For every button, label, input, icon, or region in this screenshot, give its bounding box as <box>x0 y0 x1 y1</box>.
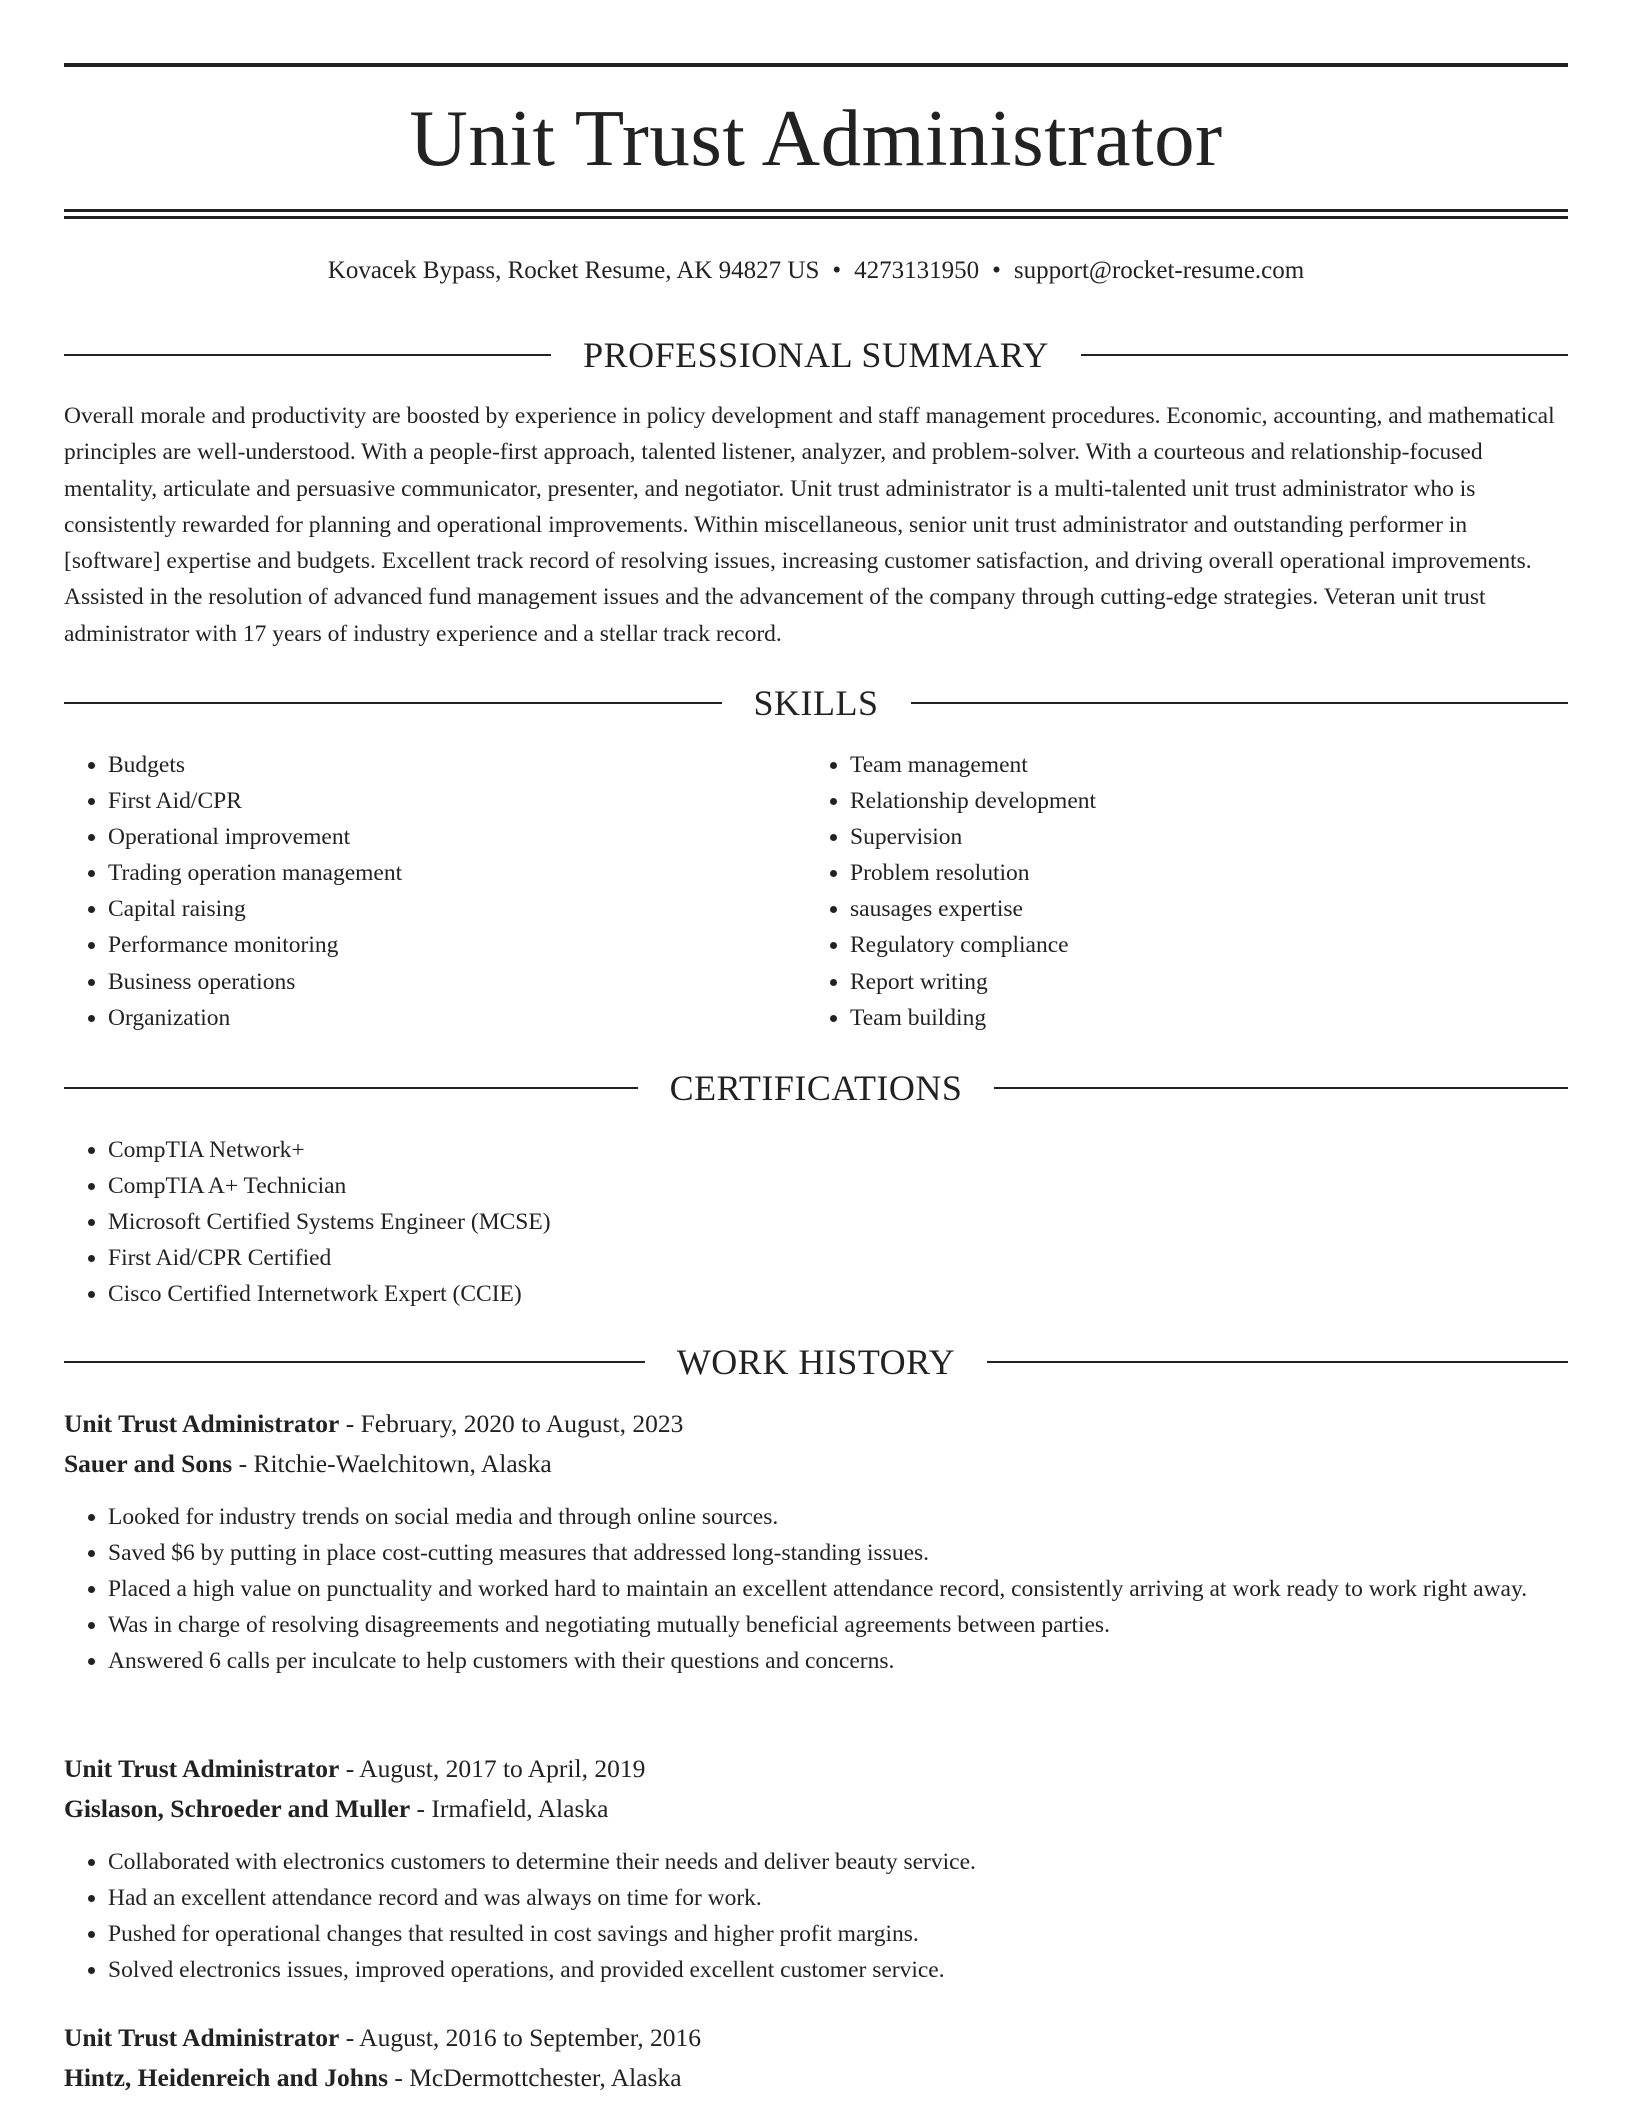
heading-rule-right <box>1081 354 1568 356</box>
job-bullet-item: • Answered 6 calls per inculcate to help customers with their questions and concerns. <box>108 1643 1568 1679</box>
job-bullet-item: • Looked for industry trends on social media and through online sources. <box>108 1499 1568 1535</box>
skill-item: • Supervision <box>850 819 1546 855</box>
job-company-line <box>64 1791 1568 1827</box>
contact-line <box>64 254 1568 288</box>
job-bullets <box>64 1844 1568 1988</box>
job-title: Unit Trust Administrator <box>64 1754 340 1783</box>
job-title-line <box>64 2020 1568 2056</box>
skills-list-left <box>64 747 804 1036</box>
summary-heading-label: PROFESSIONAL SUMMARY <box>583 335 1049 375</box>
resume-title: Unit Trust Administrator <box>409 93 1223 183</box>
certification-item: • CompTIA A+ Technician <box>108 1168 1568 1204</box>
certifications-list <box>64 1132 1568 1312</box>
certification-item: • First Aid/CPR Certified <box>108 1240 1568 1276</box>
certification-item: • Cisco Certified Internetwork Expert (CCIE) <box>108 1276 1568 1312</box>
skill-item: • First Aid/CPR <box>108 783 804 819</box>
job-bullets <box>64 1499 1568 1679</box>
certifications-block <box>64 1132 1568 1312</box>
skill-item: • Team building <box>850 1000 1546 1036</box>
job-title-line <box>64 1751 1568 1787</box>
heading-rule-left <box>64 702 722 704</box>
skills-column-right <box>806 747 1546 1036</box>
job-bullet-item: • Placed a high value on punctuality and worked hard to maintain an excellent attendance record, consistently arriving at work ready to work right away. <box>108 1571 1568 1607</box>
work-history-heading-label: WORK HISTORY <box>676 1342 956 1382</box>
skill-item: • Capital raising <box>108 891 804 927</box>
job-location: - McDermottchester, Alaska <box>388 2063 682 2092</box>
job-company: Gislason, Schroeder and Muller <box>64 1794 411 1823</box>
job-bullet-item: • Collaborated with electronics customers to determine their needs and deliver beauty service. <box>108 1844 1568 1880</box>
job-dates: - August, 2016 to September, 2016 <box>339 2023 701 2052</box>
summary-heading <box>64 333 1568 377</box>
contact-separator: • <box>832 257 842 284</box>
job-dates: - February, 2020 to August, 2023 <box>339 1409 684 1438</box>
title-rule-lower <box>64 216 1568 219</box>
heading-rule-right <box>987 1361 1568 1363</box>
skill-item: • Relationship development <box>850 783 1546 819</box>
job-location: - Ritchie-Waelchitown, Alaska <box>232 1449 552 1478</box>
certifications-heading <box>64 1066 1568 1110</box>
skill-item: • Organization <box>108 1000 804 1036</box>
skill-item: • Budgets <box>108 747 804 783</box>
top-rule <box>64 63 1568 67</box>
job-dates: - August, 2017 to April, 2019 <box>339 1754 646 1783</box>
contact-address: Kovacek Bypass, Rocket Resume, AK 94827 US <box>327 257 820 284</box>
heading-rule-right <box>911 702 1569 704</box>
certifications-heading-label: CERTIFICATIONS <box>669 1068 963 1108</box>
job-company-line <box>64 1446 1568 1482</box>
heading-rule-left <box>64 1361 645 1363</box>
job-bullet-item: • Was in charge of resolving disagreements and negotiating mutually beneficial agreements between parties. <box>108 1607 1568 1643</box>
heading-rule-right <box>994 1087 1568 1089</box>
skill-item: • Report writing <box>850 964 1546 1000</box>
job-company: Hintz, Heidenreich and Johns <box>64 2063 388 2092</box>
work-history-heading <box>64 1340 1568 1384</box>
skill-item: • Operational improvement <box>108 819 804 855</box>
contact-phone: 4273131950 <box>854 257 980 284</box>
contact-email: support@rocket-resume.com <box>1013 257 1305 284</box>
summary-text: Overall morale and productivity are boosted by experience in policy development and staff management procedures. Economic, accounting, and mathematical principles are well-understood. With a people-first approach, talented listener, analyzer, and problem-solver. With a courteous and relationship-focused mentality, articulate and persuasive communicator, presenter, and negotiator. Unit trust administrator is a multi-talented unit trust administrator who is consistently rewarded for planning and operational improvements. Within miscellaneous, senior unit trust administrator and outstanding performer in [software] expertise and budgets. Excellent track record of resolving issues, increasing customer satisfaction, and driving overall operational improvements. Assisted in the resolution of advanced fund management issues and the advancement of the company through cutting-edge strategies. Veteran unit trust administrator with 17 years of industry experience and a stellar track record. <box>64 403 1555 647</box>
skills-heading <box>64 681 1568 725</box>
job-bullet-item: • Had an excellent attendance record and was always on time for work. <box>108 1880 1568 1916</box>
job-title: Unit Trust Administrator <box>64 2023 340 2052</box>
title-rule-upper <box>64 209 1568 212</box>
skill-item: • sausages expertise <box>850 891 1546 927</box>
heading-rule-left <box>64 354 551 356</box>
job-bullet-item: • Solved electronics issues, improved operations, and provided excellent customer service. <box>108 1952 1568 1988</box>
skills-list-right <box>806 747 1546 1036</box>
skill-item: • Performance monitoring <box>108 927 804 963</box>
skills-heading-label: SKILLS <box>753 683 879 723</box>
contact-separator: • <box>992 257 1001 284</box>
certification-item: • CompTIA Network+ <box>108 1132 1568 1168</box>
job-bullet-item: • Saved $6 by putting in place cost-cutting measures that addressed long-standing issues. <box>108 1535 1568 1571</box>
skill-item: • Problem resolution <box>850 855 1546 891</box>
job-company-line <box>64 2060 1568 2096</box>
certification-item: • Microsoft Certified Systems Engineer (MCSE) <box>108 1204 1568 1240</box>
skill-item: • Regulatory compliance <box>850 927 1546 963</box>
job-title-line <box>64 1406 1568 1442</box>
skill-item: • Team management <box>850 747 1546 783</box>
job-bullets-block <box>64 1499 1568 1679</box>
skill-item: • Business operations <box>108 964 804 1000</box>
job-bullet-item: • Pushed for operational changes that resulted in cost savings and higher profit margins. <box>108 1916 1568 1952</box>
job-location: - Irmafield, Alaska <box>410 1794 609 1823</box>
job-title: Unit Trust Administrator <box>64 1409 340 1438</box>
job-company: Sauer and Sons <box>64 1449 233 1478</box>
skills-column-left <box>64 747 804 1036</box>
job-bullets-block <box>64 1844 1568 1988</box>
heading-rule-left <box>64 1087 638 1089</box>
skill-item: • Trading operation management <box>108 855 804 891</box>
